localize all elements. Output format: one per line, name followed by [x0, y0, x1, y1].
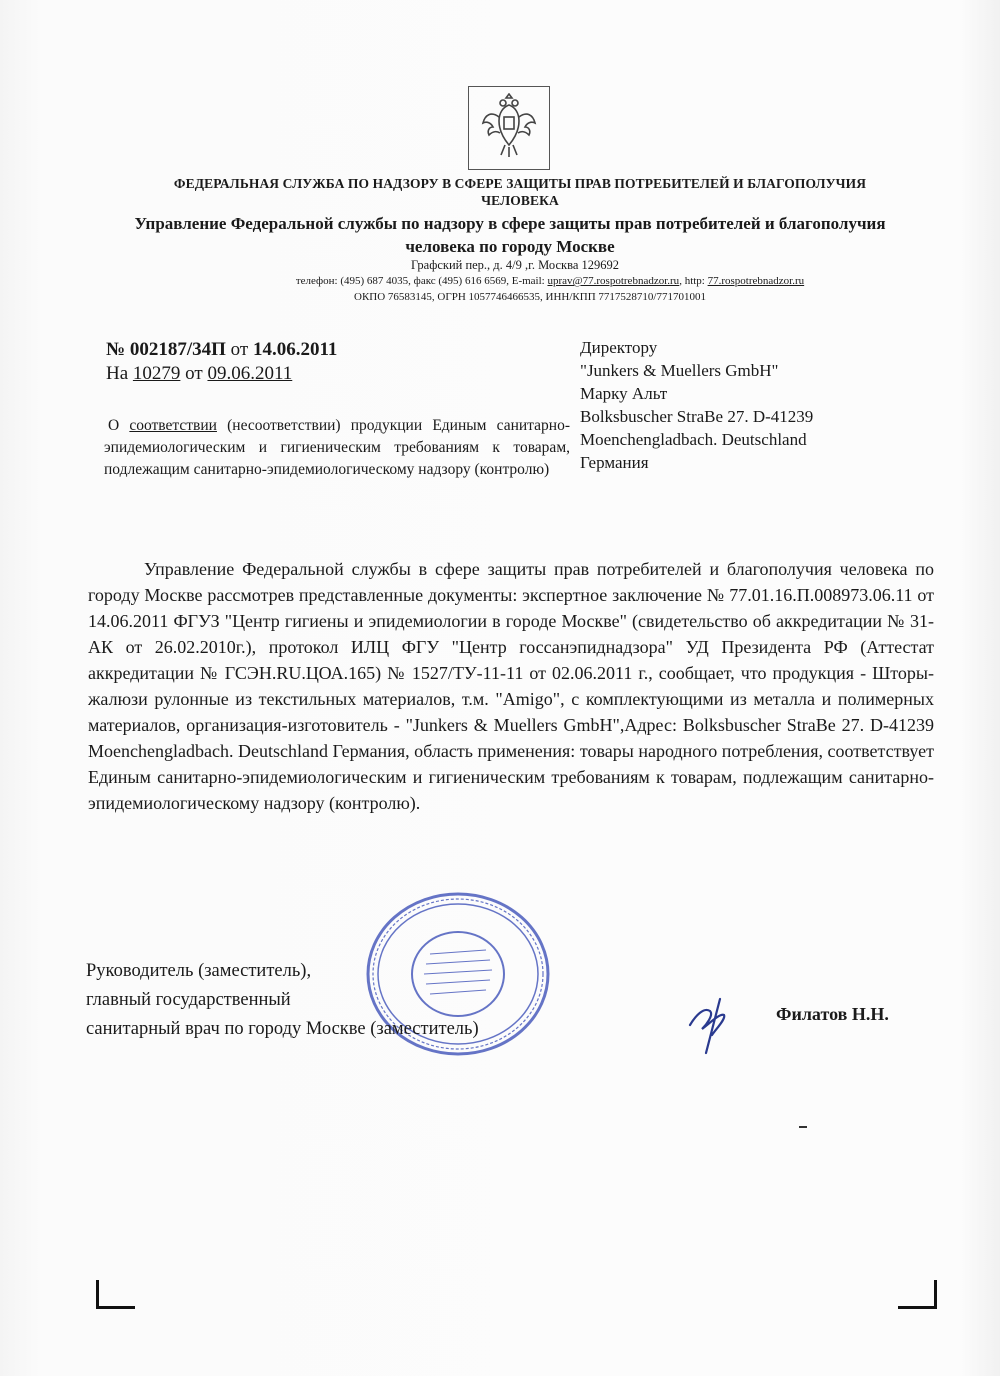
crop-mark-bottom-right	[898, 1280, 937, 1309]
contacts-mid: , http:	[679, 275, 708, 287]
website-link[interactable]: 77.rospotrebnadzor.ru	[707, 275, 805, 287]
reference-number	[106, 362, 337, 386]
ref-number: 10279	[132, 363, 181, 384]
ref-date: 09.06.2011	[207, 363, 293, 384]
number-sep: от	[225, 339, 253, 360]
crop-mark-bottom-left	[96, 1280, 135, 1309]
addressee-name: Марку Альт	[580, 384, 668, 403]
subject-prefix: О	[108, 417, 130, 434]
agency-contacts	[190, 275, 910, 287]
addressee-block	[580, 336, 900, 474]
addressee-title: Директору	[580, 338, 658, 357]
addressee-company: "Junkers & Muellers GmbH"	[580, 361, 779, 380]
handwritten-signature	[680, 985, 750, 1060]
subject-line	[104, 415, 570, 481]
department-title: Управление Федеральной службы по надзору в сфере защиты прав потребителей и благополучия человека по городу Москве	[134, 214, 886, 256]
number-date: 14.06.2011	[252, 339, 338, 360]
number-value: № 002187/34П	[106, 339, 226, 360]
addressee-city: Moenchengladbach. Deutschland	[580, 430, 807, 449]
signatory-name: Филатов Н.Н.	[776, 1004, 889, 1024]
letter-body: Управление Федеральной службы в сфере защиты прав потребителей и благополучия человека по городу Москве рассмотрев представленные документы: экспертное заключение № 77.01.16.П.008973.06.11 от 14.06.2011 ФГУЗ "Центр гигиены и эпидемиологии в городе Москве" (свидетельство об аккредитации № 31-АК от 26.02.2010г.), протокол ИЛЦ ФГУ "Центр госсанэпиднадзора" УД Президента РФ (Аттестат аккредитации № ГСЭН.RU.ЦОА.165) № 1527/ТУ-11-11 от 02.06.2011 г., сообщает, что продукция - Шторы-жалюзи рулонные из текстильных материалов, т.м. "Amigo", с комплектующими из металла и полимерных материалов, организация-изготовитель - "Junkers & Muellers GmbH",Адрес: Bolksbuscher StraBe 27. D-41239 Moenchengladbach. Deutschland Германия, область применения: товары народного потребления, соответствует Единым санитарно-эпидемиологическим и гигиеническим требованиям к товарам, подлежащим санитарно-эпидемиологическому надзору (контролю).	[88, 559, 934, 813]
contacts-prefix: телефон: (495) 687 4035, факс (495) 616 6569, E-mail:	[295, 275, 548, 287]
addressee-country: Германия	[580, 453, 649, 472]
addressee-street: Bolksbuscher StraBe 27. D-41239	[580, 407, 814, 426]
agency-registry: ОКПО 76583145, ОГРН 1057746466535, ИНН/КПП 7717528710/771701001	[354, 291, 706, 303]
signatory-title	[86, 957, 606, 1044]
signatory-title-line2: главный государственный	[86, 990, 291, 1010]
coat-of-arms-icon	[468, 86, 550, 170]
email-link[interactable]: uprav@77.rospotrebnadzor.ru	[547, 275, 680, 287]
signatory-title-line3: санитарный врач по городу Москве (заместитель)	[86, 1019, 479, 1039]
agency-title: ФЕДЕРАЛЬНАЯ СЛУЖБА ПО НАДЗОРУ В СФЕРЕ ЗАЩИТЫ ПРАВ ПОТРЕБИТЕЛЕЙ И БЛАГОПОЛУЧИЯ ЧЕЛОВЕКА	[173, 176, 867, 208]
subject-text: (несоответствии) продукции Единым санитарно-эпидемиологическим и гигиеническим требованиям к товарам, подлежащим санитарно-эпидемиологическому надзору (контролю)	[104, 417, 570, 478]
stray-mark	[799, 1126, 807, 1128]
ref-prefix: На	[106, 363, 133, 384]
ref-sep: от	[180, 363, 208, 384]
document-number	[106, 338, 337, 362]
document-number-block	[106, 338, 337, 386]
signatory-title-line1: Руководитель (заместитель),	[86, 961, 312, 981]
subject-underlined: соответствии	[129, 417, 217, 434]
agency-address: Графский пер., д. 4/9 ,г. Москва 129692	[410, 258, 620, 272]
